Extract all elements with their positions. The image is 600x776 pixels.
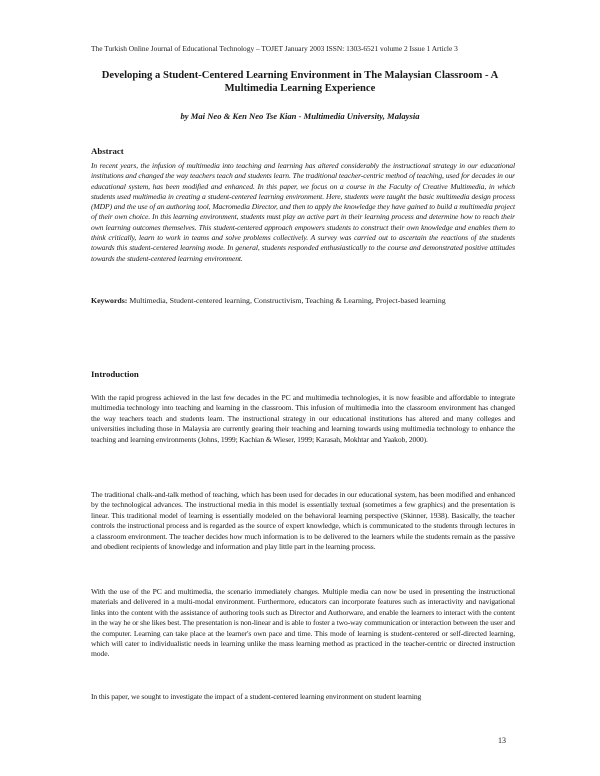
page-number: 13 bbox=[498, 736, 506, 745]
paper-title: Developing a Student-Centered Learning Environment in The Malaysian Classroom - A Multimedia Learning Experience bbox=[101, 70, 499, 94]
introduction-paragraph-1: With the rapid progress achieved in the last few decades in the PC and multimedia technologies, it is now feasible and affordable to integrate multimedia technology into teaching and learning in the classroom. This infusion of multimedia into the classroom environment has changed the way teachers teach and students learn. The instructional strategy in our educational institutions has altered and many colleges and universities including those in Malaysia are currently gearing their teaching and learning towards using multimedia technology to enhance the teaching and learning environments (Johns, 1999; Kachian & Wieser, 1999; Karasah, Mokhtar and Yaakob, 2000). bbox=[91, 393, 515, 444]
introduction-heading: Introduction bbox=[91, 369, 139, 379]
introduction-paragraph-3: With the use of the PC and multimedia, the scenario immediately changes. Multiple media can now be used in presenting the instructional materials and delivered in a multi-modal environment. Furthermore, educators can incorporate features such as interactivity and navigational links into the content with the assistance of authoring tools such as Director and Authorware, and enable the learners to interact with the content in the way he or she likes best. The presentation is non-linear and is able to foster a two-way communication or interaction between the user and the computer. Learning can take place at the learner's own pace and time. This mode of learning is student-centered or self-directed learning, which will cater to individualistic needs in learning unlike the mass learning method as practiced in the teacher-centric or directed instruction mode. bbox=[91, 587, 515, 659]
introduction-paragraph-4: In this paper, we sought to investigate the impact of a student-centered learning environment on student learning bbox=[91, 692, 422, 701]
abstract-heading: Abstract bbox=[91, 146, 124, 156]
keywords-block bbox=[91, 296, 515, 306]
abstract-text: In recent years, the infusion of multimedia into teaching and learning has altered considerably the instructional strategy in our educational institutions and changed the way teachers teach and students learn. The traditional teacher-centric method of teaching, used for decades in our educational system, has been modified and enhanced. In this paper, we focus on a course in the Faculty of Creative Multimedia, in which students used multimedia in creating a student-centered learning environment. Here, students were taught the basic multimedia design process (MDP) and the use of an authoring tool, Macromedia Director, and then to apply the knowledge they have gained to build a multimedia project of their own choice. In this learning environment, students must play an active part in their learning process and determine how to reach their own learning outcomes themselves. This student-centered approach empowers students to construct their own knowledge and enables them to think critically, learn to work in teams and solve problems collectively. A survey was carried out to ascertain the reactions of the students towards this student-centered learning mode. In general, students responded enthusiastically to the course and demonstrated positive attitudes towards the student-centered learning environment. bbox=[91, 161, 515, 263]
running-header: The Turkish Online Journal of Educational Technology – TOJET January 2003 ISSN: 1303-6521 volume 2 Issue 1 Article 3 bbox=[91, 44, 458, 53]
keywords-label: Keywords: bbox=[91, 296, 128, 305]
keywords-text: Multimedia, Student-centered learning, Constructivism, Teaching & Learning, Project-based learning bbox=[129, 296, 446, 305]
paper-authors: by Mai Neo & Ken Neo Tse Kian - Multimedia University, Malaysia bbox=[180, 111, 420, 121]
introduction-paragraph-2: The traditional chalk-and-talk method of teaching, which has been used for decades in our educational system, has been modified and enhanced by the technological advances. The instructional media in this model is essentially textual (sometimes a few graphics) and the presentation is linear. This traditional model of learning is essentially modeled on the behavioral learning perspective (Skinner, 1938). Basically, the teacher controls the instructional process and is regarded as the source of expert knowledge, which is communicated to the students through lectures in a classroom environment. The teacher decides how much information is to be delivered to the learners while the students remain as the passive and obedient recipients of knowledge and information and play little part in the learning process. bbox=[91, 490, 515, 552]
